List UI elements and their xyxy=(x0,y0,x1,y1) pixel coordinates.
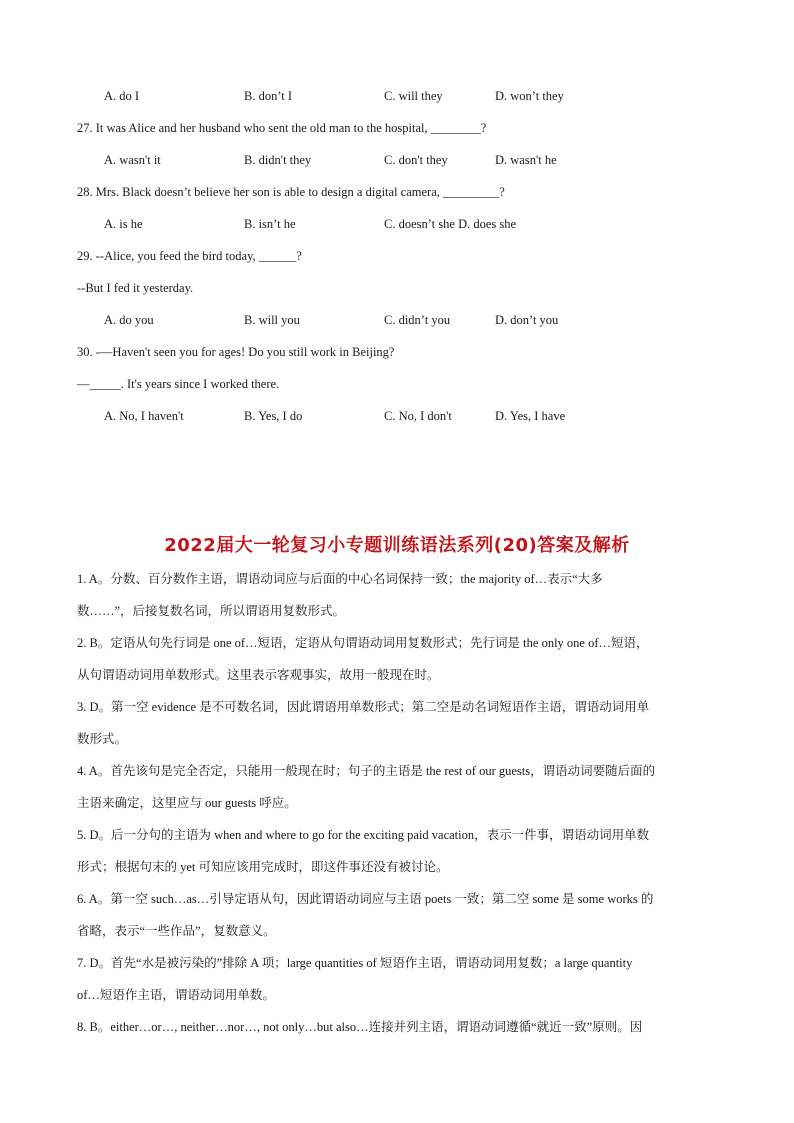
q27-option-d: D. wasn't he xyxy=(495,153,557,167)
q29-option-a: A. do you xyxy=(104,313,154,327)
q30-option-d: D. Yes, I have xyxy=(495,409,566,423)
answer-line: 7. D。首先“水是被污染的”排除 A 项；large quantities of 短语作主语，谓语动词用复数；a large quantity xyxy=(77,956,633,970)
q26-option-d: D. won’t they xyxy=(495,89,564,103)
answer-line: 数……”，后接复数名词，所以谓语用复数形式。 xyxy=(77,604,346,618)
answer-line: of…短语作主语，谓语动词用单数。 xyxy=(77,988,275,1002)
q30-stem-reply: —_____. It's years since I worked there. xyxy=(77,377,280,391)
answer-line: 数形式。 xyxy=(77,732,128,746)
q30-option-b: B. Yes, I do xyxy=(244,409,303,423)
answer-line: 6. A。第一空 such…as…引导定语从句，因此谓语动词应与主语 poets 一致；第二空 some 是 some works 的 xyxy=(77,892,654,906)
answer-line: 2. B。定语从句先行词是 one of…短语，定语从句谓语动词用复数形式；先行词是 the only one of…短语， xyxy=(77,636,649,650)
q29-option-d: D. don’t you xyxy=(495,313,559,327)
q30-option-c: C. No, I don't xyxy=(384,409,452,423)
q30-option-a: A. No, I haven't xyxy=(104,409,184,423)
answer-line: 主语来确定，这里应与 our guests 呼应。 xyxy=(77,796,297,810)
answer-line: 1. A。分数、百分数作主语，谓语动词应与后面的中心名词保持一致；the majority of…表示“大多 xyxy=(77,572,603,586)
answer-line: 省略，表示“一些作品”，复数意义。 xyxy=(77,924,276,938)
q29-stem: 29. --Alice, you feed the bird today, ______? xyxy=(77,249,302,263)
answer-line: 5. D。后一分句的主语为 when and where to go for the exciting paid vacation，表示一件事，谓语动词用单数 xyxy=(77,828,650,842)
q29-stem-reply: --But I fed it yesterday. xyxy=(77,281,194,295)
answer-line: 8. B。either…or…, neither…nor…, not only…but also…连接并列主语，谓语动词遵循“就近一致”原则。因 xyxy=(77,1020,643,1034)
q29-option-b: B. will you xyxy=(244,313,300,327)
q28-stem: 28. Mrs. Black doesn’t believe her son is able to design a digital camera, _________? xyxy=(77,185,505,199)
q29-option-c: C. didn’t you xyxy=(384,313,451,327)
q27-stem: 27. It was Alice and her husband who sent the old man to the hospital, ________? xyxy=(77,121,487,135)
q27-option-b: B. didn't they xyxy=(244,153,312,167)
q28-option-a: A. is he xyxy=(104,217,143,231)
answers-list xyxy=(77,563,719,1043)
q26-option-c: C. will they xyxy=(384,89,443,103)
q28-option-cd: C. doesn’t she D. does she xyxy=(384,217,517,231)
q27-option-c: C. don't they xyxy=(384,153,448,167)
answer-line: 4. A。首先该句是完全否定，只能用一般现在时；句子的主语是 the rest of our guests，谓语动词要随后面的 xyxy=(77,764,656,778)
q26-option-a: A. do I xyxy=(104,89,140,103)
q30-stem: 30. -—Haven't seen you for ages! Do you still work in Beijing? xyxy=(77,345,395,359)
q28-option-b: B. isn’t he xyxy=(244,217,296,231)
answers-title: 2022届大一轮复习小专题训练语法系列(20)答案及解析 xyxy=(164,535,630,556)
answer-line: 3. D。第一空 evidence 是不可数名词，因此谓语用单数形式；第二空是动名词短语作主语，谓语动词用单 xyxy=(77,700,650,714)
q26-option-b: B. don’t I xyxy=(244,89,293,103)
answer-line: 从句谓语动词用单数形式。这里表示客观事实，故用一般现在时。 xyxy=(77,668,440,682)
q27-option-a: A. wasn't it xyxy=(104,153,161,167)
answer-line: 形式；根据句末的 yet 可知应该用完成时，即这件事还没有被讨论。 xyxy=(77,860,449,874)
